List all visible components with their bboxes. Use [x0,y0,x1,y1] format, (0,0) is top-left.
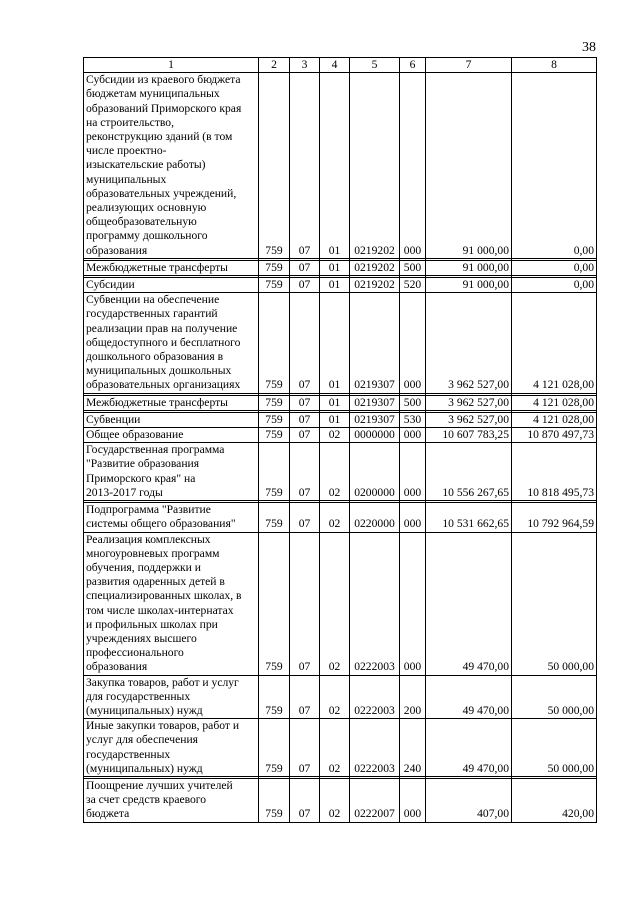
cell-expense-type: 000 [400,532,426,675]
cell-section: 07 [290,719,320,777]
row-name: Межбюджетные трансферты [84,260,259,275]
cell-ministry: 759 [259,532,290,675]
cell-amount-year1: 10 607 783,25 [426,428,512,443]
cell-amount-year2: 4 121 028,00 [512,395,597,410]
row-name: Субсидии [84,278,259,293]
cell-ministry: 759 [259,412,290,427]
cell-section: 07 [290,532,320,675]
cell-subsection: 02 [320,719,350,777]
column-number-row [84,58,597,73]
table-row [84,278,597,293]
cell-amount-year1: 3 962 527,00 [426,293,512,393]
cell-ministry: 759 [259,73,290,259]
cell-expense-type: 000 [400,778,426,822]
cell-target-article: 0222003 [350,532,400,675]
cell-amount-year1: 91 000,00 [426,278,512,293]
cell-ministry: 759 [259,395,290,410]
cell-amount-year2: 0,00 [512,73,597,259]
table-body [84,73,597,822]
cell-target-article: 0200000 [350,443,400,501]
cell-target-article: 0219307 [350,293,400,393]
cell-ministry: 759 [259,428,290,443]
row-name: Субвенции [84,412,259,427]
cell-section: 07 [290,293,320,393]
cell-ministry: 759 [259,293,290,393]
table-row [84,675,597,719]
cell-expense-type: 500 [400,395,426,410]
column-header: 3 [290,58,320,73]
table-row [84,293,597,393]
cell-expense-type: 000 [400,428,426,443]
table-row [84,73,597,259]
cell-ministry: 759 [259,503,290,532]
cell-section: 07 [290,278,320,293]
cell-section: 07 [290,412,320,427]
cell-amount-year1: 3 962 527,00 [426,395,512,410]
cell-subsection: 02 [320,778,350,822]
cell-expense-type: 200 [400,675,426,719]
cell-expense-type: 520 [400,278,426,293]
table-row [84,532,597,675]
cell-amount-year1: 91 000,00 [426,260,512,275]
cell-target-article: 0220000 [350,503,400,532]
cell-target-article: 0219307 [350,395,400,410]
cell-target-article: 0219202 [350,73,400,259]
cell-target-article: 0222003 [350,719,400,777]
row-name: Государственная программа "Развитие образования Приморского края" на 2013-2017 годы [84,443,259,501]
cell-section: 07 [290,503,320,532]
cell-ministry: 759 [259,778,290,822]
table-row [84,260,597,275]
table-row [84,503,597,532]
table-row [84,778,597,822]
cell-subsection: 01 [320,260,350,275]
row-name: Реализация комплексных многоуровневых программ обучения, поддержки и развития одаренных детей в специализированных школах, в том числе школах-интернатах и профильных школах при учреждениях высшего профессионального образования [84,532,259,675]
table-row [84,428,597,443]
cell-target-article: 0222003 [350,675,400,719]
cell-amount-year2: 50 000,00 [512,675,597,719]
cell-amount-year1: 10 531 662,65 [426,503,512,532]
table-row [84,412,597,427]
cell-amount-year2: 50 000,00 [512,719,597,777]
cell-amount-year2: 10 818 495,73 [512,443,597,501]
cell-expense-type: 000 [400,503,426,532]
cell-section: 07 [290,778,320,822]
cell-ministry: 759 [259,278,290,293]
cell-ministry: 759 [259,260,290,275]
cell-target-article: 0000000 [350,428,400,443]
column-header: 4 [320,58,350,73]
cell-amount-year2: 10 792 964,59 [512,503,597,532]
cell-amount-year2: 10 870 497,73 [512,428,597,443]
column-header: 2 [259,58,290,73]
cell-subsection: 02 [320,675,350,719]
cell-subsection: 01 [320,412,350,427]
cell-section: 07 [290,260,320,275]
column-header: 7 [426,58,512,73]
row-name: Субвенции на обеспечение государственных гарантий реализации прав на получение общедоступного и бесплатного дошкольного образования в муниципальных дошкольных образовательных организациях [84,293,259,393]
cell-subsection: 01 [320,293,350,393]
table-row [84,395,597,410]
cell-section: 07 [290,73,320,259]
cell-expense-type: 240 [400,719,426,777]
cell-amount-year1: 3 962 527,00 [426,412,512,427]
cell-subsection: 02 [320,428,350,443]
cell-amount-year1: 49 470,00 [426,675,512,719]
cell-target-article: 0222007 [350,778,400,822]
cell-subsection: 02 [320,443,350,501]
cell-amount-year1: 49 470,00 [426,532,512,675]
row-name: Закупка товаров, работ и услуг для государственных (муниципальных) нужд [84,675,259,719]
cell-section: 07 [290,675,320,719]
cell-ministry: 759 [259,443,290,501]
cell-ministry: 759 [259,719,290,777]
page-number: 38 [582,40,596,55]
cell-target-article: 0219202 [350,278,400,293]
cell-expense-type: 000 [400,73,426,259]
cell-amount-year2: 420,00 [512,778,597,822]
cell-amount-year1: 49 470,00 [426,719,512,777]
cell-amount-year2: 0,00 [512,278,597,293]
cell-amount-year2: 4 121 028,00 [512,412,597,427]
budget-table [83,57,597,823]
column-header: 1 [84,58,259,73]
cell-subsection: 01 [320,395,350,410]
cell-subsection: 02 [320,532,350,675]
row-name: Поощрение лучших учителей за счет средств краевого бюджета [84,778,259,822]
row-name: Иные закупки товаров, работ и услуг для обеспечения государственных (муниципальных) нужд [84,719,259,777]
cell-expense-type: 000 [400,443,426,501]
table-row [84,443,597,501]
cell-amount-year2: 4 121 028,00 [512,293,597,393]
cell-expense-type: 500 [400,260,426,275]
cell-amount-year1: 407,00 [426,778,512,822]
cell-amount-year1: 91 000,00 [426,73,512,259]
cell-subsection: 02 [320,503,350,532]
cell-amount-year2: 0,00 [512,260,597,275]
cell-subsection: 01 [320,278,350,293]
row-name: Субсидии из краевого бюджета бюджетам муниципальных образований Приморского края на строительство, реконструкцию зданий (в том числе проектно- изыскательские работы) муниципальных образовательных учреждений, реализующих основную общеобразовательную программу дошкольного образования [84,73,259,259]
cell-expense-type: 000 [400,293,426,393]
cell-target-article: 0219307 [350,412,400,427]
column-header: 5 [350,58,400,73]
column-header: 8 [512,58,597,73]
cell-target-article: 0219202 [350,260,400,275]
cell-ministry: 759 [259,675,290,719]
cell-amount-year2: 50 000,00 [512,532,597,675]
row-name: Общее образование [84,428,259,443]
cell-expense-type: 530 [400,412,426,427]
table-row [84,719,597,777]
cell-amount-year1: 10 556 267,65 [426,443,512,501]
row-name: Межбюджетные трансферты [84,395,259,410]
cell-subsection: 01 [320,73,350,259]
row-name: Подпрограмма "Развитие системы общего образования" [84,503,259,532]
cell-section: 07 [290,395,320,410]
column-header: 6 [400,58,426,73]
cell-section: 07 [290,443,320,501]
cell-section: 07 [290,428,320,443]
